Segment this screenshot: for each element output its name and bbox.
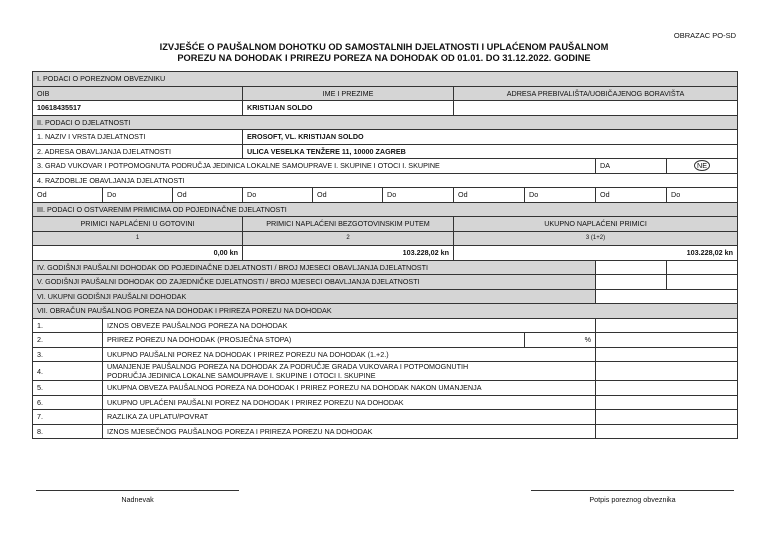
calc-row-4: 4. UMANJENJE PAUŠALNOG POREZA NA DOHODAK ZA PODRUČJE GRADA VUKOVARA I POTPOMOGNUTIH PODRUČJA JEDINICA LOKALNE SAMOUPRAVE I. SKUPINE I OTOCI I. SKUPINE [33,362,738,381]
option-da[interactable]: DA [596,159,667,174]
total-receipts-header: UKUPNO NAPLAĆENI PRIMICI [454,217,738,232]
section-4-row: IV. GODIŠNJI PAUŠALNI DOHODAK OD POJEDINAČNE DJELATNOSTI / BROJ MJESECI OBAVLJANJA DJELATNOSTI [33,260,738,275]
title-line-2: POREZU NA DOHODAK I PRIREZU POREZA NA DOHODAK OD 01.01. DO 31.12.2022. GODINE [177,53,591,63]
calc-value-4[interactable] [596,362,738,381]
activity-period-row [33,188,738,203]
calc-row-5: 5. UKUPNA OBVEZA PAUŠALNOG POREZA NA DOHODAK I PRIREZ POREZU NA DOHODAK NAKON UMANJENJA [33,381,738,396]
period-do-4[interactable]: Do [525,188,596,203]
activity-name-row [33,130,738,145]
receipts-values-row [33,246,738,261]
period-do-1[interactable]: Do [103,188,173,203]
calc-value-3[interactable] [596,347,738,362]
section-5-value-b[interactable] [667,275,738,290]
period-od-3[interactable]: Od [313,188,383,203]
section-5-value-a[interactable] [596,275,667,290]
section-4-value-a[interactable] [596,260,667,275]
po-sd-form-table [32,71,738,439]
period-od-2[interactable]: Od [173,188,243,203]
activity-period-heading: 4. RAZDOBLJE OBAVLJANJA DJELATNOSTI [33,173,738,188]
section-5-row: V. GODIŠNJI PAUŠALNI DOHODAK OD ZAJEDNIČKE DJELATNOSTI / BROJ MJESECI OBAVLJANJA DJELATNOSTI [33,275,738,290]
section-3-heading: III. PODACI O OSTVARENIM PRIMICIMA OD POJEDINAČNE DJELATNOSTI [33,202,738,217]
calc-row-3: 3. UKUPNO PAUŠALNI POREZ NA DOHODAK I PRIREZ POREZU NA DOHODAK (1.+2.) [33,347,738,362]
calc-value-6[interactable] [596,395,738,410]
section-6-row: VI. UKUPNI GODIŠNJI PAUŠALNI DOHODAK [33,289,738,304]
receipts-number-row: 1 2 3 (1+2) [33,231,738,246]
period-do-3[interactable]: Do [383,188,454,203]
percent-sign: % [584,335,591,345]
noncash-receipts-value[interactable]: 103.228,02 kn [243,246,454,261]
calc-value-2[interactable] [596,333,738,348]
section-6-value[interactable] [596,289,738,304]
calc-row-7: 7. RAZLIKA ZA UPLATU/POVRAT [33,410,738,425]
name-header: IME I PREZIME [243,86,454,101]
calc-value-1[interactable] [596,318,738,333]
address-header: ADRESA PREBIVALIŠTA/UOBIČAJENOG BORAVIŠTA [454,86,738,101]
activity-address-field[interactable]: ULICA VESELKA TENŽERE 11, 10000 ZAGREB [243,144,738,159]
surtax-rate-field[interactable] [525,333,596,348]
calc-value-8[interactable] [596,424,738,439]
calc-row-6: 6. UKUPNO UPLAĆENI PAUŠALNI POREZ NA DOHODAK I PRIREZ POREZU NA DOHODAK [33,395,738,410]
name-field[interactable]: KRISTIJAN SOLDO [243,101,454,116]
cash-receipts-header: PRIMICI NAPLAĆENI U GOTOVINI [33,217,243,232]
oib-header: OIB [33,86,243,101]
section-4-value-b[interactable] [667,260,738,275]
form-code: OBRAZAC PO-SD [673,31,736,40]
section-7-heading: VII. OBRAČUN PAUŠALNOG POREZA NA DOHODAK I PRIREZA POREZU NA DOHODAK [33,304,738,319]
total-receipts-value[interactable]: 103.228,02 kn [454,246,738,261]
calc-row-1: 1. IZNOS OBVEZE PAUŠALNOG POREZA NA DOHODAK [33,318,738,333]
option-ne-cell[interactable] [667,159,738,174]
assisted-area-label: 3. GRAD VUKOVAR I POTPOMOGNUTA PODRUČJA JEDINICA LOKALNE SAMOUPRAVE I. SKUPINE I OTOCI I. SKUPINE [33,159,596,174]
receipts-header-row [33,217,738,232]
page-title [0,42,768,64]
signature-line[interactable] [531,490,734,491]
activity-name-label: 1. NAZIV I VRSTA DJELATNOSTI [33,130,243,145]
activity-address-label: 2. ADRESA OBAVLJANJA DJELATNOSTI [33,144,243,159]
date-line[interactable] [36,490,239,491]
noncash-receipts-header: PRIMICI NAPLAĆENI BEZGOTOVINSKIM PUTEM [243,217,454,232]
section-2-heading: II. PODACI O DJELATNOSTI [33,115,738,130]
calc-row-2: 2. PRIREZ POREZU NA DOHODAK (PROSJEČNA STOPA) % [33,333,738,348]
period-od-4[interactable]: Od [454,188,525,203]
title-line-1: IZVJEŠĆE O PAUŠALNOM DOHOTKU OD SAMOSTALNIH DJELATNOSTI I UPLAĆENOM PAUŠALNOM [159,42,609,52]
date-label: Nadnevak [121,495,154,504]
activity-name-field[interactable]: EROSOFT, VL. KRISTIJAN SOLDO [243,130,738,145]
calc-row-8: 8. IZNOS MJESEČNOG PAUŠALNOG POREZA I PRIREZA POREZU NA DOHODAK [33,424,738,439]
section-1-header-row [33,86,738,101]
activity-address-row [33,144,738,159]
taxpayer-row [33,101,738,116]
period-od-5[interactable]: Od [596,188,667,203]
period-do-2[interactable]: Do [243,188,313,203]
assisted-area-row [33,159,738,174]
section-1-heading: I. PODACI O POREZNOM OBVEZNIKU [33,72,738,87]
calc-value-7[interactable] [596,410,738,425]
option-ne-selected[interactable]: NE [694,160,710,171]
oib-field[interactable]: 10618435517 [33,101,243,116]
signature-label: Potpis poreznog obveznika [589,495,676,504]
period-od-1[interactable]: Od [33,188,103,203]
calc-value-5[interactable] [596,381,738,396]
period-do-5[interactable]: Do [667,188,738,203]
address-field[interactable] [454,101,738,116]
cash-receipts-value[interactable]: 0,00 kn [33,246,243,261]
